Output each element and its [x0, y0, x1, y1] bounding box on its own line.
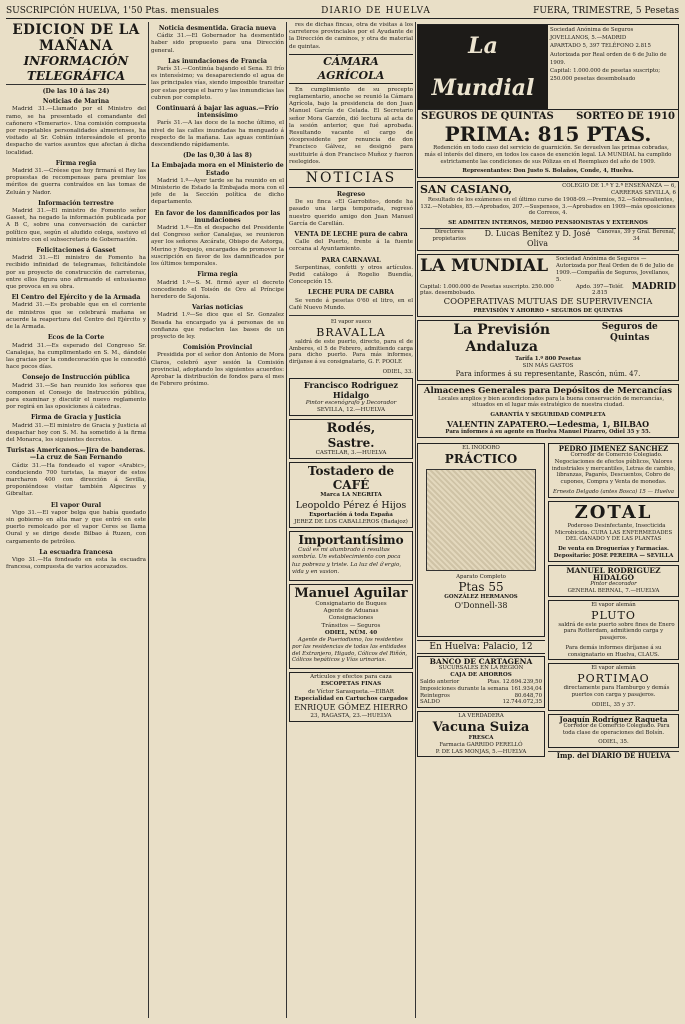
colegio-title: SAN CASIANO, [420, 183, 513, 197]
practico-title: EL INODORO [462, 444, 500, 451]
column-1 [6, 22, 146, 1020]
vacuna-sub: FRESCA [468, 734, 494, 741]
telegram-heading: Firma de Gracia y Justicia [31, 414, 121, 422]
banco-row-value: 80.648,70 [514, 692, 542, 699]
telegram-heading: El Centro del Ejército y de la Armada [11, 294, 141, 302]
la-mundial-ad [417, 24, 679, 178]
joaquin-text: Corredor de Comercio Colegiado. Para toda clase de operaciones del Bolsín. [562, 722, 670, 736]
la-mundial-2-ad [417, 254, 679, 317]
aguilar-name: Manuel Aguilar [294, 585, 408, 601]
quintas-right: SORTEO DE 1910 [576, 111, 675, 122]
news-heading: Comisión Provincial [182, 344, 253, 352]
news-text: Presidida por el señor don Antonio de Mora Claros, celebró ayer sesión la Comisión provincial, adoptando los siguientes acuerdos: Aprobar la distribución de fondos para el mes de Febrero próximo. [151, 352, 284, 388]
mundial-info-line: APARTADO 5, 397 TELÉFONO 2.815 [550, 43, 651, 50]
mundial-info-line: Sociedad Anónima de Seguros [550, 27, 634, 33]
vacuna-top: LA VERDADERA [458, 713, 504, 720]
imprenta-line: Imp. del DIARIO DE HUELVA [548, 751, 679, 759]
joaquin-name: Joaquín Rodríguez Raqueta [559, 714, 668, 724]
jimenez-ad [548, 443, 679, 498]
practico-caption: Aparato Completo [456, 573, 506, 580]
la-mundial-logo: La Mundial [418, 25, 548, 109]
news-heading: Las inundaciones de Francia [167, 57, 268, 65]
jimenez-footer: Ernesto Delgado (antes Bosca) 15 — Huelva [552, 488, 675, 495]
cafe-title: Tostadero de CAFÉ [307, 464, 395, 493]
telegram-text: Madrid 31.—Es probable que en el corriente de ministros que se celebrará mañana se acuerde la reapertura del Centro del Ejército y de la Armada. [6, 302, 146, 331]
mundial-info-line: Autorizada por Real orden de 6 de Julio de 1909. [550, 51, 667, 66]
importantisimo-title: Importantísimo [298, 533, 404, 548]
banco-row-label: Imposiciones durante la semana [420, 685, 509, 692]
news-text: París 31.—A las doce de la noche último, el nivel de las calles inundadas ha menguado á respecto de la mañana. Las aguas continúan descendiendo rápidamente. [151, 120, 284, 149]
vacuna-ad [417, 711, 545, 757]
cafe-sub: Marca LA NEGRITA [320, 492, 382, 499]
noticia-heading: PARA CARNAVAL [321, 256, 381, 264]
cafe-owner: Leopoldo Pérez é Hijos [295, 499, 407, 511]
escopetas-ad [289, 672, 413, 722]
hidalgo-line: Pintor escenógrafo y Decorador [305, 399, 397, 406]
telegram-heading: Firma regia [55, 159, 97, 167]
column-rule [415, 22, 416, 1018]
aguilar-ad [289, 584, 413, 669]
news-heading: Firma regia [197, 271, 238, 279]
importantisimo-ad [289, 531, 413, 581]
mundial2-prev: PREVISIÓN Y AHORRO • SEGUROS DE QUINTAS [473, 308, 623, 315]
colegio-text: Resultado de los exámenes en el último curso de 1908-09.—Premios, 52.—Sobresalientes, 132.—Notables, 85.—Aprobados, 207.—Suspensos, 3.—Aprobados en 1909—más oposiciones de Correos, 4. [420, 196, 676, 217]
la-mundial-info [548, 25, 678, 109]
paper-name: DIARIO DE HUELVA [321, 6, 431, 16]
news-text: Madrid 1.º—S. M. firmó ayer el decreto concediendo el Toisón de Oro al Príncipe heredero de Sajonia. [151, 279, 284, 300]
directores-names: D. Lucas Benítez y D. José Oliva [484, 229, 591, 249]
vapor-signature: ODIEL, 33. [382, 369, 413, 376]
mundial2-capital: Capital: 1.000.000 de Pesetas suscripto. 250.000 ptas. desembolsado. [420, 283, 554, 297]
banco-row-label: Reintegros [420, 692, 450, 699]
telegram-heading: El vapor Oural [50, 501, 102, 509]
banco-row-value: 12.744.072,35 [502, 699, 542, 706]
importantisimo-text: Cuál es mi alumbrado á resultas sombría. Un establecimiento con poca luz pobreza y triste. La luz del á'ergio, vida y en vasion. [292, 547, 402, 575]
cafe-line2: JEREZ DE LOS CABALLEROS (Badajoz) [294, 518, 408, 525]
prima: PRIMA: 815 PTAS. [444, 122, 652, 146]
hidalgo-ad [289, 378, 413, 416]
quintas-left: SEGUROS DE QUINTAS [421, 111, 554, 122]
noticia-text: Calle del Puerto, frente á la fuente cercana al Ayuntamiento. [289, 239, 413, 253]
telegram-text: Madrid 31.—Se han reunido los señores que componen el Consejo de Instrucción pública, para examinar y discutir el nuevo reglamento por regirá en las oposiciones á cátedras. [6, 382, 146, 411]
pluto-name: PLUTO [591, 608, 636, 622]
column-3 [289, 22, 413, 1020]
portimao-ad [548, 663, 679, 710]
prevision-title: La Previsión Andaluza [453, 321, 551, 355]
noticia-text: Serpentinas, confetti y otros artículos. Pedid catálogo á Rogelio Buendía, Concepción 15. [289, 264, 413, 286]
prevision-right: Seguros de Quintas [601, 321, 658, 343]
telegram-text: Madrid 31.—Llamado por el Ministro del ramo, se ha presentado el comandante del cañonero «Temerario». Una comisión compuesta por respetables personalidades almerienses, ha visitado al Sr. Cobián interesándole el pronto despacho de varios asuntos que afectan á dicha localidad. [6, 106, 146, 156]
aguilar-line2: Agente de Aduanas [323, 608, 379, 615]
practico-name: PRÁCTICO [444, 451, 518, 466]
telegram-text: Vigo 31.—El vapor belga que había quedado sin gobierno en alta mar y que entró en este puerto remolcado por el vapor Ceres se llama Oural y se dirige desde Bilbao á Ruzen, con cargamento de petróleo. [6, 509, 146, 545]
column-2 [151, 22, 284, 1020]
camara-heading: CÁMARA AGRÍCOLA [289, 54, 413, 84]
jimenez-text: Corredor de Comercio Colegiado. Negociaciones de efectos públicos, Valores industriales y mercantiles, Letras de cambio, libranzas, Pagarés, Descuentos, Cobro de cupones, Compra y Venta de monedas. [551, 451, 676, 486]
continued-text: res de dichas fincas, otra de visitas á los carreteros provinciales por el Ayudante de la Dirección de caminos, y otra de material de quintas. [289, 22, 413, 50]
subscription-outside: FUERA, TRIMESTRE, 5 Pesetas [533, 6, 679, 16]
news-text: Madrid 1.º—En el despacho del Presidente del Congreso señor Canalejas, se reunieron ayer los señores Azcárate, Obispo de Astorga, Merino y Requejo, encargados de promover la suscripción en favor de los damnificados por los últimos temporales. [151, 225, 284, 268]
telegram-heading: Consejo de Instrucción pública [22, 374, 130, 382]
escopetas-line1: Artículos y efectos para caza [310, 674, 392, 681]
banco-title: BANCO DE CARTAGENA [429, 656, 533, 666]
noticia-heading: LECHE PURA DE CABRA [308, 289, 394, 297]
practico-ad [417, 443, 545, 637]
colegio-ad [417, 181, 679, 251]
zotal-ad [548, 501, 679, 562]
practico-address: O'Donnell-38 [454, 601, 508, 611]
telegram-text: Madrid 31.—El ministro de Gracia y Justicia al despachar hoy con S. M. ha sometido á la firma del Monarca, los siguientes decretos. [6, 422, 146, 443]
news-heading: (De las 0,30 á las 8) [183, 152, 252, 160]
colegio-footer: SE ADMITEN INTERNOS, MEDIO PENSIONISTAS Y EXTERNOS [448, 220, 648, 227]
subscription-local: SUSCRIPCIÓN HUELVA, 1'50 Ptas. mensuales [6, 6, 219, 16]
column-rule [286, 22, 287, 1018]
mundial2-info: Sociedad Anónima de Seguros — Autorizada por Real Orden de 6 de Julio de 1909.—Compañía de Seguros, Jovellanos, 5. [556, 256, 674, 283]
telegram-heading: Ecos de la Corte [47, 334, 105, 342]
news-heading: En favor de los damnificados por las inundaciones [154, 209, 281, 224]
column-rule [148, 22, 149, 1018]
vacuna-seller: Farmacia GARRIDO PERELLÓ [439, 741, 523, 748]
banco-row [420, 699, 542, 706]
noticias-heading: NOTICIAS [289, 169, 413, 188]
telegram-heading: La escuadra francesa [39, 548, 113, 556]
almacenes-text: Locales amplios y bien acondicionados para la buena conservación de mercancías, situados en el lugar más estratégico de nuestra ciudad. [437, 395, 665, 409]
mundial2-coop: COOPERATIVAS MUTUAS DE SUPERVIVENCIA [443, 297, 653, 308]
noticia-heading: VENTA DE LECHE pura de cabra [294, 231, 408, 239]
prevision-ad [417, 320, 679, 381]
section-title: INFORMACIÓN TELEGRÁFICA [6, 54, 146, 85]
news-heading: La Embajada mora en el Ministerio de Estado [151, 162, 284, 177]
noticia-text: De su finca «El Garrobito», donde ha pasado una larga temporada, regresó nuestro querido amigo don Juan Manuel García de Carellán. [289, 199, 413, 227]
prevision-footer: Para informes á su representante, Rascón, núm. 47. [455, 369, 641, 378]
banco-caja: CAJA DE AHORROS [450, 671, 512, 678]
news-heading: Noticia desmentida. Gracia nueva [158, 25, 277, 32]
news-heading: Varias noticias [192, 304, 243, 312]
practico-seller: GONZÁLEZ HERMANOS [444, 594, 518, 601]
prevision-sub: SIN MÁS GASTOS [522, 362, 574, 369]
banco-row-label: Saldo anterior [420, 678, 460, 685]
mundial2-title: LA MUNDIAL [420, 256, 549, 277]
mundial-info-line: Capital: 1.000.000 de pesetas suscripto; 250.000 pesetas desembolsado [550, 68, 661, 83]
hidalgo2-address: GENERAL BERNAL, 7.—HUELVA [567, 587, 660, 594]
hidalgo2-ad [548, 565, 679, 597]
banco-row [420, 686, 542, 693]
aguilar-text: Agente de Pueriodismo, los residentes por las residencias de todas las entidades del Extranjero, Higado, Cólicos del Riñón, Cólicos hepáticos y Vías urinarias. [292, 636, 408, 664]
almacenes-ad [417, 384, 679, 438]
pluto-ad [548, 600, 679, 661]
escopetas-line3: de Víctor Sarasqueta.—EIBAR [308, 688, 394, 695]
prevision-tarifa: Tarifa 1.º 800 Pesetas [515, 355, 581, 362]
portimao-name: PORTIMAO [577, 672, 650, 686]
noticias-list [289, 191, 413, 312]
almacenes-footer: Para informes á su agente en Huelva Manuel Pizarro, Odiel 35 y 55. [445, 428, 651, 435]
news-text: Madrid 1.º—Se dice que el Sr. Gonzalez Besada ha encargado ya á personas de su confianza que redacten las bases de un proyecto de ley. [151, 312, 284, 340]
sastre-ad [289, 419, 413, 459]
vapor-text: saldrá de este puerto, directo, para el de Amberes, el 5 de Febrero, admitiendo carga para dicho puerto. Para más informes, diríjanse á su consignatario, G. F. POOLE [289, 338, 413, 366]
banco-row-value: 161.934,04 [511, 685, 542, 692]
dateline: (De las 10 á las 24) [42, 88, 110, 95]
vapor-label: El vapor sueco [330, 319, 372, 326]
banco-table [420, 679, 542, 706]
banco-row [420, 693, 542, 700]
portimao-text: directamente para Hamburgo y demás puertos con carga y pasajeros. [563, 685, 670, 699]
aguilar-transits: Tránsitos — Seguros [321, 622, 381, 629]
noticia-heading: Regreso [336, 191, 366, 199]
edition-title: EDICION DE LA MAÑANA [12, 22, 140, 54]
telegram-text: Madrid 31.—El ministro de Fomento ha recibido infinidad de telegramas, felicitándole por su proyecto de construcción de carreteras, entre ellos figura uno afirmando el entusiasmo que provoca en su obra. [6, 255, 146, 291]
vapor-bravalla-ad [289, 319, 413, 376]
jimenez-name: PEDRO JIMENEZ SANCHEZ [558, 443, 669, 453]
news-text: París 31.—Continúa bajando el Sena. El frío es intensísimo; va desapareciendo el agua de las principales vías, siendo imposible transitar por estas porque el barro y las inmundicias las cubren por completo. [151, 66, 284, 101]
telegram-heading: Felicitaciones á Gasset [36, 247, 116, 255]
sastre-sub: Sastre. [327, 436, 375, 451]
column-4 [417, 22, 679, 1020]
directores-address: Cánovas, 39 y Gral. Berenal, 34 [597, 229, 676, 243]
telegram-text: Madrid 31.—El ministro de Fomento señor Gasset, ha negado la información publicada por A B C, sobre una conversación de carácter político que, según el aludido colega, sostuvo el ministro con el subsecretario de Gobernación. [6, 208, 146, 243]
mundial-info-line: JOVELLANOS, 5.—MADRID [550, 35, 627, 42]
pluto-line: El vapor alemán [591, 601, 636, 608]
almacenes-owner: VALENTIN ZAPATERO.—Ledesma, 1, BILBAO [446, 418, 650, 429]
news-text: Madrid 1.º—Ayer tarde se ha reunido en el Ministerio de Estado la Embajada mora con el jefe de la Sección política de dicho departamento. [151, 177, 284, 206]
masthead-strip [6, 4, 679, 19]
toilet-illustration [426, 469, 536, 571]
telegram-text: Madrid 31.—Créese que hoy firmará el Rey las propuestas de recompensas para premiar los méritos de guerra contraídos en las tomas de Zeluán y Nador. [6, 168, 146, 196]
hidalgo-name: Francisco Rodriguez Hidalgo [303, 379, 399, 400]
telegram-heading: Noticias de Marina [42, 98, 110, 106]
banco-row [420, 679, 542, 686]
escopetas-line2: ESCOPETAS FINAS [320, 681, 382, 688]
aguilar-address: ODIEL, NÚM. 40 [324, 629, 378, 636]
escopetas-address: 23, RAGASTA, 23.—HUELVA [310, 712, 392, 719]
news-list [151, 25, 284, 388]
directores-label: Directores propietarios [432, 229, 466, 243]
escopetas-owner: ENRIQUE GÓMEZ HIERRO [294, 702, 408, 712]
mundial2-city: MADRID [631, 281, 676, 292]
cafe-line1: Exportación á toda España [309, 511, 393, 518]
practico-price: Ptas 55 [458, 580, 504, 595]
news-text: Cádiz 31.—El Gobernador ha desmentido haber sido propuesto para una Dirección general. [151, 33, 284, 54]
hidalgo2-line: Pintor decorador [590, 581, 637, 588]
joaquin-address: ODIEL, 35. [598, 739, 629, 746]
camara-text: En cumplimiento de su precepto reglamentario, anoche se reunió la Cámara Agrícola, bajo la presidencia de don Juan Manuel García de Celada. El Secretario señor Mora Garzón, dió lectura al acta de la sesión anterior, que fué aprobada. Resultando vacante el cargo de vicepresidente por renuncia de don Francisco Gálvez, se designó para sustituirle á don Francisco Muñoz y fueron reelegidos. [289, 86, 413, 165]
telegram-text: Madrid 31.—Es esperado del Congreso Sr. Canalejas, ha cumplimentado en S. M., dándole las gracias por la condecoración que le concedió hace pocos días. [6, 342, 146, 371]
zotal-footer: De venta en Droguerías y Farmacias. Depositario: JOSE PEREIRA — SEVILLA [553, 546, 674, 559]
palacio-line: En Huelva: Palacio, 12 [417, 640, 545, 654]
pluto-text: saldrá de este puerto sobre fines de Enero para Rotterdam, admitiendo carga y pasajeros. [558, 621, 675, 642]
portimao-line: El vapor alemán [591, 665, 636, 672]
vapor-name: BRAVALLA [316, 325, 386, 339]
telegram-heading: Información terrestre [38, 199, 114, 207]
portimao-footer: ODIEL, 35 y 37. [591, 701, 636, 708]
sastre-name: Rodés, [326, 421, 376, 437]
hidalgo2-name: MANUEL RODRIGUEZ HIDALGO [566, 565, 661, 582]
vacuna-title: Vacuna Suiza [432, 719, 530, 735]
mundial-text: Redención en todo caso del servicio de guarnición. Se devuelven las primas cobradas, más el interés del dinero, en todos los casos de exención legal. LA MUNDIAL ha cumplido estrictamente las condiciones de sus Pólizas en el Reemplazo del año de 1909. [424, 145, 672, 165]
aguilar-line3: Consignaciones [328, 615, 374, 622]
zotal-title: ZOTAL [574, 501, 653, 523]
colegio-sub: COLEGIO DE 1.ª Y 2.ª ENSEÑANZA — 6, CARRERAS SEVILLA, 6 [562, 183, 676, 196]
mundial-reps: Representantes: Don Justo S. Bolaños, Conde, 4, Huelva. [462, 168, 634, 175]
banco-sub: SUCURSALES EN LA REGIÓN [438, 664, 524, 671]
telegram-text: Cádiz 31.—Ha fondeado el vapor «Arabic», conduciendo 700 turistas, la mayor de estos marcharon 400 con dirección á Sevilla, proponiéndose visitar también Algeciras y Gibraltar. [6, 462, 146, 498]
cafe-ad [289, 462, 413, 528]
almacenes-garantia: GARANTÍA Y SEGURIDAD COMPLETA [490, 412, 606, 419]
joaquin-ad [548, 714, 679, 749]
sastre-address: CASTELAR, 3.—HUELVA [315, 450, 387, 457]
almacenes-title: Almacenes Generales para Depósitos de Mercancías [423, 385, 673, 396]
mundial2-tel: Apdo. 397—Teléf. 2.815 [575, 283, 624, 297]
telegram-list [6, 98, 146, 571]
hidalgo-address: SEVILLA, 12.—HUELVA [316, 407, 386, 414]
telegram-text: Vigo 31.—Ha fondeado en esta la escuadra francesa, compuesta de varios acorazados. [6, 556, 146, 571]
banco-ad [417, 656, 545, 708]
aguilar-line1: Consignatario de Buques [315, 600, 387, 607]
news-heading: Continuará á bajar las aguas.—Frío intensísimo [156, 105, 279, 120]
escopetas-line4: Especialidad en Cartuchos cargados [294, 695, 408, 702]
pluto-footer: Para demás informes diríjanse á su consignatario en Huelva, CLAUS. [565, 644, 662, 658]
banco-row-label: SALDO [420, 699, 440, 706]
telegram-heading: Turistas Americanos.—Jira de banderas.—La cruz de San Fernando [6, 447, 146, 462]
banco-row-value: Ptas. 12.694.239,50 [487, 678, 542, 685]
zotal-text: Poderoso Desinfectante, Insecticida Microbicida. CURA LAS ENFERMEDADES DEL GANADO Y DE LAS PLANTAS [554, 522, 673, 543]
vacuna-address: P. DE LAS MONJAS, 5.—HUELVA [435, 748, 527, 755]
noticia-text: Se vende á pesetas 0'60 el litro, en el Café Nuevo Mundo. [289, 297, 413, 311]
